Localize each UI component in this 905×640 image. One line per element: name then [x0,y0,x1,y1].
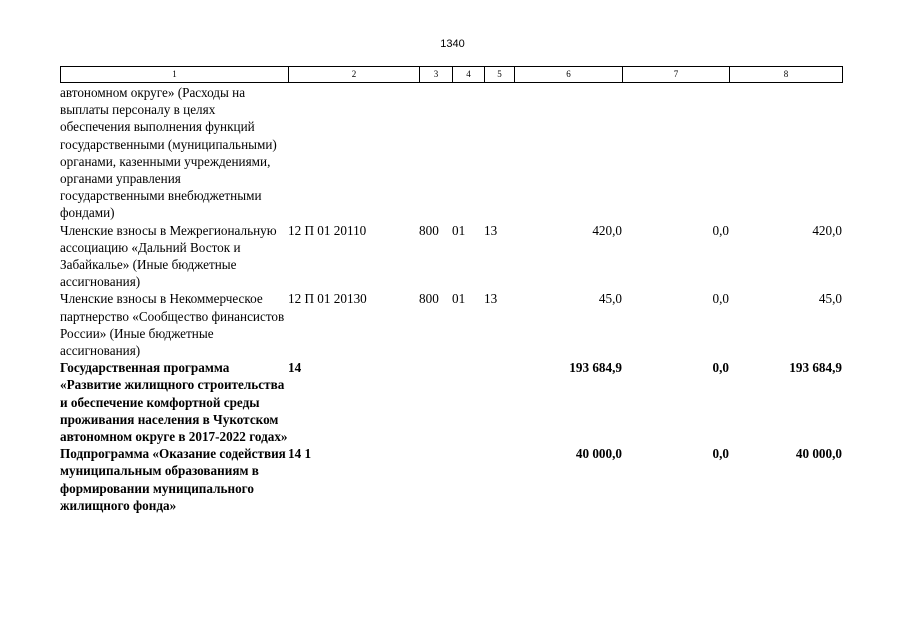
table-row [60,222,842,291]
row-code: 12 П 01 20130 [288,291,367,307]
row-name: автономном округе» (Расходы на выплаты персоналу в целях обеспечения выполнения функций государственными (муниципальными) органами, казенными учреждениями, органами управления государственными внебюджетными фондами) [60,85,277,221]
column-header-1: 1 [61,67,289,83]
row-name: Подпрограмма «Оказание содействия муниципальным образованиям в формировании муниципального жилищного фонда» [60,446,286,513]
row-name: Членские взносы в Некоммерческое партнерство «Сообщество финансистов России» (Иные бюджетные ассигнования) [60,291,285,359]
row-col4 [452,359,484,445]
row-col6 [514,84,622,222]
table-row [60,445,842,514]
row-col6: 40 000,0 [575,446,622,462]
row-col6: 420,0 [592,222,622,238]
column-header-2: 2 [289,67,420,83]
row-col6: 193 684,9 [569,360,622,376]
row-col3: 800 [419,222,439,238]
row-col3 [419,359,452,445]
column-header-5: 5 [485,67,515,83]
row-name: Членские взносы в Межрегиональную ассоциацию «Дальний Восток и Забайкалье» (Иные бюджетные ассигнования) [60,222,277,290]
column-header-row [61,67,843,83]
table-row [60,359,842,445]
row-col8 [729,84,842,222]
row-col7: 0,0 [712,222,729,238]
row-col4 [452,445,484,514]
table-row [60,84,842,222]
row-col5 [484,84,514,222]
row-col7: 0,0 [712,446,729,462]
row-col3 [419,445,452,514]
row-col4: 01 [452,222,466,238]
budget-table [60,84,842,514]
row-col5: 13 [484,222,498,238]
row-col4 [452,84,484,222]
column-header-6: 6 [515,67,623,83]
table-row [60,290,842,359]
row-col8: 420,0 [812,222,842,238]
row-code: 14 1 [288,446,312,462]
row-col8: 40 000,0 [795,446,842,462]
row-col7: 0,0 [712,291,729,307]
row-col3: 800 [419,291,439,307]
column-header-table [60,66,843,83]
column-header-3: 3 [420,67,453,83]
column-header-7: 7 [623,67,730,83]
row-col8: 45,0 [818,291,842,307]
row-col3 [419,84,452,222]
column-header-8: 8 [730,67,843,83]
row-col5 [484,359,514,445]
row-col6: 45,0 [598,291,622,307]
row-col4: 01 [452,291,466,307]
row-col8: 193 684,9 [789,360,842,376]
row-code: 14 [288,360,302,376]
row-col5: 13 [484,291,498,307]
row-col5 [484,445,514,514]
column-header-4: 4 [453,67,485,83]
row-code [288,84,419,222]
row-name: Государственная программа «Развитие жилищного строительства и обеспечение комфортной среды проживания населения в Чукотском автономном округе в 2017-2022 годах» [60,360,288,445]
page-number: 1340 [440,38,465,50]
row-col7: 0,0 [712,360,729,376]
row-col7 [622,84,729,222]
row-code: 12 П 01 20110 [288,222,367,238]
